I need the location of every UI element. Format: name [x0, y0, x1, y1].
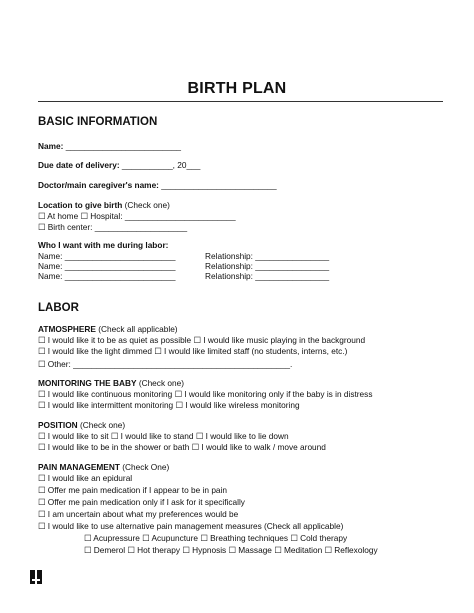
position-label: POSITION: [38, 420, 78, 430]
due-date-blank[interactable]: ___________, 20___: [121, 160, 201, 170]
title-divider: [38, 101, 443, 102]
location-label: Location to give birth: [38, 200, 123, 210]
monitoring-option-line-1[interactable]: ☐ I would like continuous monitoring ☐ I would like monitoring only if the baby is in distress: [38, 389, 373, 399]
atmosphere-label: ATMOSPHERE: [38, 324, 96, 334]
pain-management-heading: [38, 462, 169, 472]
pain-management-note: (Check One): [122, 462, 170, 472]
position-option-line-1[interactable]: ☐ I would like to sit ☐ I would like to stand ☐ I would like to lie down: [38, 431, 289, 441]
pain-option-alternative[interactable]: ☐ I would like to use alternative pain management measures (Check all applicable): [38, 521, 344, 531]
position-option-line-2[interactable]: ☐ I would like to be in the shower or bath ☐ I would like to walk / move around: [38, 442, 326, 452]
document-title: BIRTH PLAN: [187, 80, 287, 97]
monitoring-option-line-2[interactable]: ☐ I would like intermittent monitoring ☐ I would like wireless monitoring: [38, 400, 300, 410]
location-option-home-hospital[interactable]: ☐ At home ☐ Hospital: ________________________: [38, 211, 236, 221]
name-blank[interactable]: _________________________: [65, 141, 182, 151]
person-name-2[interactable]: Name: ________________________: [38, 261, 176, 271]
position-heading: [38, 420, 125, 430]
atmosphere-option-line-2[interactable]: ☐ I would like the light dimmed ☐ I would like limited staff (no students, interns, etc.): [38, 346, 348, 356]
brand-logo-icon: [30, 570, 42, 584]
person-name-3[interactable]: Name: ________________________: [38, 271, 176, 281]
name-field[interactable]: [38, 141, 181, 151]
location-option-birth-center[interactable]: ☐ Birth center: ____________________: [38, 222, 188, 232]
pain-option-epidural[interactable]: ☐ I would like an epidural: [38, 473, 133, 483]
due-date-label: Due date of delivery:: [38, 160, 120, 170]
alternative-options-line-1[interactable]: ☐ Acupressure ☐ Acupuncture ☐ Breathing techniques ☐ Cold therapy: [84, 533, 348, 543]
atmosphere-heading: [38, 324, 178, 334]
location-note: (Check one): [124, 200, 170, 210]
name-label: Name:: [38, 141, 64, 151]
monitoring-heading: [38, 378, 184, 388]
pain-management-label: PAIN MANAGEMENT: [38, 462, 120, 472]
atmosphere-note: (Check all applicable): [98, 324, 178, 334]
person-relationship-2[interactable]: Relationship: ________________: [205, 261, 330, 271]
monitoring-label: MONITORING THE BABY: [38, 378, 137, 388]
person-name-1[interactable]: Name: ________________________: [38, 251, 176, 261]
person-relationship-1[interactable]: Relationship: ________________: [205, 251, 330, 261]
due-date-field[interactable]: [38, 160, 200, 170]
doctor-field[interactable]: [38, 180, 277, 190]
monitoring-note: (Check one): [138, 378, 185, 388]
basic-information-heading: BASIC INFORMATION: [38, 116, 158, 128]
doctor-blank[interactable]: _________________________: [161, 180, 277, 190]
pain-option-offer-if-asked[interactable]: ☐ Offer me pain medication only if I ask for it specifically: [38, 497, 245, 507]
atmosphere-option-other[interactable]: ☐ Other: _______________________________________________.: [38, 359, 293, 369]
pain-option-offer-if-pain[interactable]: ☐ Offer me pain medication if I appear to be in pain: [38, 485, 228, 495]
position-note: (Check one): [79, 420, 126, 430]
doctor-label: Doctor/main caregiver's name:: [38, 180, 159, 190]
person-relationship-3[interactable]: Relationship: ________________: [205, 271, 330, 281]
atmosphere-option-line-1[interactable]: ☐ I would like it to be as quiet as possible ☐ I would like music playing in the background: [38, 335, 366, 345]
labor-heading: LABOR: [38, 302, 79, 314]
pain-option-uncertain[interactable]: ☐ I am uncertain about what my preferences would be: [38, 509, 239, 519]
location-heading: [38, 200, 170, 210]
people-label: Who I want with me during labor:: [38, 240, 169, 250]
alternative-options-line-2[interactable]: ☐ Demerol ☐ Hot therapy ☐ Hypnosis ☐ Massage ☐ Meditation ☐ Reflexology: [84, 545, 378, 555]
